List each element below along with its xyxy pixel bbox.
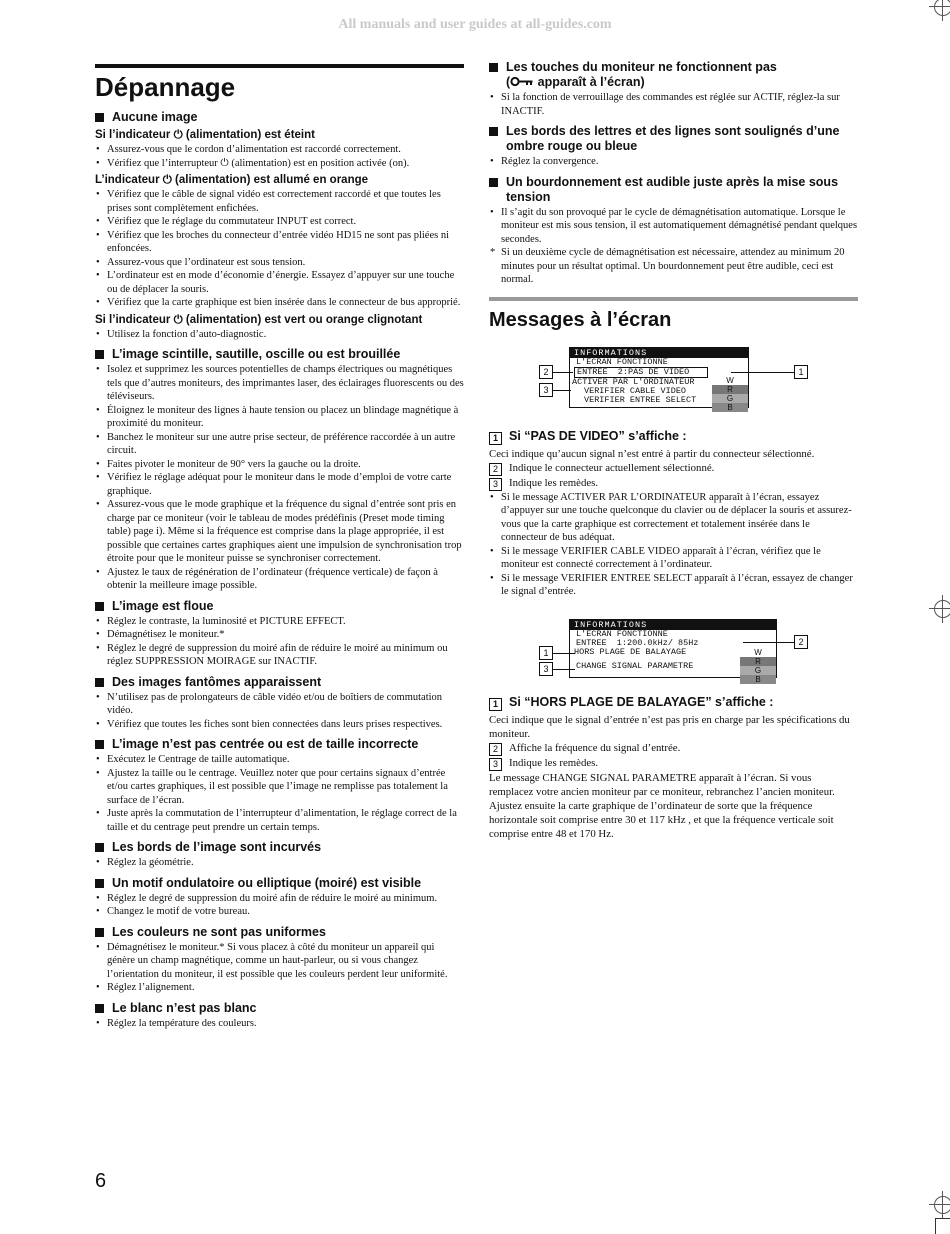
list-item: • Juste après la commutation de l’interrupteur d’alimentation, le réglage correct de la taille et du centrage peut prendre un certain temps. [95,807,464,834]
list-item: • Assurez-vous que l’ordinateur est sous tension. [95,256,464,270]
section-heading: Les couleurs ne sont pas uniformes [95,925,464,940]
list-item: • Vérifiez le réglage adéquat pour le moniteur dans le mode d’emploi de votre carte graphique. [95,471,464,498]
list-item: • Vérifiez que toutes les fiches sont bien connectées dans leurs prises respectives. [95,718,464,732]
subheading: L’indicateur ⏻ (alimentation) est allumé en orange [95,174,369,186]
bullet-list [489,491,858,599]
section-heading: Des images fantômes apparaissent [95,675,464,690]
message-heading: 1 Si “HORS PLAGE DE BALAYAGE” s’affiche : [489,695,858,711]
list-item: • Démagnétisez le moniteur.* [95,628,464,642]
callout-number: 1 [794,365,808,379]
crop-mark [935,1218,950,1234]
list-item: • Si le message ACTIVER PAR L’ORDINATEUR apparaît à l’écran, essayez d’appuyer sur une touche quelconque du clavier ou de déplacer la souris et assurez-vous que la carte graphique est correctement et totalement insérée dans le connecteur de bus adéquat. [489,491,858,545]
leader-line [553,390,571,391]
bullet-list [95,941,464,995]
osd-header: INFORMATIONS [570,620,776,630]
callout-number: 2 [539,365,553,379]
list-item: • Assurez-vous que le cordon d’alimentation est raccordé correctement. [95,143,464,157]
bullet-list [489,206,858,287]
footnote: * Si un deuxième cycle de démagnétisation est nécessaire, attendez au minimum 20 minutes pour un résultat optimal. Un bourdonnement peut être audible, ceci est normal. [489,246,858,287]
section-title: Messages à l’écran [489,308,672,331]
subheading: Si l’indicateur ⏻ (alimentation) est vert ou orange clignotant [95,313,423,326]
bullet-list [95,892,464,919]
osd-line: ENTREE 2:PAS DE VIDEO [574,367,708,378]
list-item: • Réglez la température des couleurs. [95,1017,464,1031]
osd-line: CHANGE SIGNAL PARAMETRE [576,660,694,671]
osd-header: INFORMATIONS [570,348,748,358]
color-bar-red: R [740,657,776,666]
color-bar-red: R [712,385,748,394]
list-item: • Réglez la géométrie. [95,856,464,870]
bullet-list [95,363,464,593]
osd-line: HORS PLAGE DE BALAYAGE [574,646,687,657]
leader-line [731,372,794,373]
bullet-list [95,856,464,870]
color-bar-white: W [740,648,776,657]
message-heading: 1 Si “PAS DE VIDEO” s’affiche : [489,429,858,445]
list-item: • Éloignez le moniteur des lignes à haute tension ou placez un blindage magnétique à proximité du moniteur. [95,404,464,431]
list-item: • Utilisez la fonction d’auto-diagnostic. [95,328,464,342]
section-heading: Aucune image [95,110,464,125]
key-icon [510,76,534,87]
list-item: • Changez le motif de votre bureau. [95,905,464,919]
section-heading: Un motif ondulatoire ou elliptique (moiré) est visible [95,876,464,891]
osd-line: ACTIVER PAR L'ORDINATEUR [572,376,695,387]
osd-line: ENTREE 1:200.0kHz/ 85Hz [576,637,699,648]
left-column [95,64,464,1030]
osd-screen [569,347,749,412]
osd-line: VERIFIER CABLE VIDEO [584,385,687,396]
right-column [489,60,858,841]
bullet-list [95,1017,464,1031]
leader-line [743,642,794,643]
list-item: • Si le message VERIFIER ENTREE SELECT apparaît à l’écran, essayez de changer le signal d’entrée. [489,572,858,599]
bullet-list [489,91,858,118]
bullet-list [95,143,464,170]
registration-mark-icon [934,600,950,618]
page-title: Dépannage [95,72,236,102]
numbered-line: 2 Indique le connecteur actuellement sélectionné. [489,461,858,476]
leader-line [553,372,573,373]
callout-number: 1 [539,646,553,660]
callout-number: 3 [539,383,553,397]
list-item: • Réglez le contraste, la luminosité et PICTURE EFFECT. [95,615,464,629]
bullet-list [95,753,464,834]
numbered-line: 2 Affiche la fréquence du signal d’entrée. [489,741,858,756]
paragraph: Le message CHANGE SIGNAL PARAMETRE apparaît à l’écran. Si vous remplacez votre ancien moniteur par ce moniteur, rebranchez l’ancien moniteur. Ajustez ensuite la carte graphique de l’ordinateur de sorte que la fréquence horizontale soit comprise entre 30 et 117 kHz , et que la fréquence verticale soit comprise entre 48 et 170 Hz. [489,771,835,840]
color-bars [740,648,776,684]
registration-mark-icon [934,1196,950,1214]
color-bar-blue: B [740,675,776,684]
bullet-list [489,155,858,169]
callout-number: 2 [794,635,808,649]
list-item: • Vérifiez que la carte graphique est bien insérée dans le connecteur de bus approprié. [95,296,464,310]
section-heading: Les bords de l’image sont incurvés [95,840,464,855]
osd-diagram [489,347,858,415]
list-item: • Réglez le degré de suppression du moiré afin de réduire le moiré au minimum ou réglez SUPPRESSION MOIRAGE sur INACTIF. [95,642,464,669]
color-bar-white: W [712,376,748,385]
list-item: • Vérifiez que l’interrupteur ⏻ (alimentation) est en position activée (on). [95,157,464,171]
bullet-list [95,691,464,732]
section-heading: L’image n’est pas centrée ou est de taille incorrecte [95,737,464,752]
list-item: • Réglez l’alignement. [95,981,464,995]
list-item: • Exécutez le Centrage de taille automatique. [95,753,464,767]
osd-line: VERIFIER ENTREE SELECT [584,394,697,405]
section-heading: Le blanc n’est pas blanc [95,1001,464,1016]
list-item: • Faites pivoter le moniteur de 90° vers la gauche ou la droite. [95,458,464,472]
section-heading: L’image est floue [95,599,464,614]
numbered-line: 3 Indique les remèdes. [489,476,858,491]
subheading: Si l’indicateur ⏻ (alimentation) est éteint [95,129,315,141]
list-item: • Si la fonction de verrouillage des commandes est réglée sur ACTIF, réglez-la sur INACTIF. [489,91,858,118]
paragraph: Ceci indique que le signal d’entrée n’est pas pris en charge par les spécifications du moniteur. [489,713,850,740]
osd-diagram [489,619,858,684]
bullet-list [95,188,464,310]
osd-line: L'ECRAN FONCTIONNE [576,628,668,639]
list-item: • Démagnétisez le moniteur.* Si vous placez à côté du moniteur un appareil qui génère un champ magnétique, comme un haut-parleur, ou si vous changez l’orientation du moniteur, il est possible que les couleurs perdent leur uniformité. [95,941,464,982]
section-heading: L’image scintille, sautille, oscille ou est brouillée [95,347,464,362]
osd-line: L'ECRAN FONCTIONNE [576,356,668,367]
watermark: All manuals and user guides at all-guides.com [338,17,612,32]
section-heading: Les bords des lettres et des lignes sont soulignés d’une ombre rouge ou bleue [489,124,858,154]
color-bars [712,376,748,412]
list-item: • Vérifiez que les broches du connecteur d’entrée vidéo HD15 ne sont pas pliées ni enfoncées. [95,229,464,256]
list-item: • Réglez le degré de suppression du moiré afin de réduire le moiré au minimum. [95,892,464,906]
section-heading: Les touches du moniteur ne fonctionnent pas ( apparaît à l’écran) [489,60,858,90]
registration-mark-icon [934,0,950,16]
list-item: • Il s’agit du son provoqué par le cycle de démagnétisation automatique. Lorsque le moniteur est mis sous tension, il est automatiquement démagnétisé pendant quelques secondes. [489,206,858,247]
color-bar-blue: B [712,403,748,412]
list-item: • Isolez et supprimez les sources potentielles de champs électriques ou magnétiques tels que d’autres moniteurs, des imprimantes laser, des éclairages fluorescents ou des téléviseurs. [95,363,464,404]
osd-screen [569,619,777,684]
list-item: • Ajustez la taille ou le centrage. Veuillez noter que pour certains signaux d’entrée et/ou cartes graphiques, il est possible que l’image ne remplisse pas totalement la surface de l’écran. [95,767,464,808]
list-item: • N’utilisez pas de prolongateurs de câble vidéo et/ou de boîtiers de commutation vidéo. [95,691,464,718]
numbered-line: 3 Indique les remèdes. [489,756,858,771]
bullet-list [95,615,464,669]
color-bar-green: G [740,666,776,675]
list-item: • Vérifiez que le câble de signal vidéo est correctement raccordé et que toutes les prises sont complètement enfichées. [95,188,464,215]
leader-line [553,653,575,654]
section-heading: Un bourdonnement est audible juste après la mise sous tension [489,175,858,205]
paragraph: Ceci indique qu’aucun signal n’est entré à partir du connecteur sélectionné. [489,447,815,460]
list-item: • Si le message VERIFIER CABLE VIDEO apparaît à l’écran, vérifiez que le moniteur est connecté correctement à l’ordinateur. [489,545,858,572]
color-bar-green: G [712,394,748,403]
bullet-list [95,328,464,342]
leader-line [553,669,575,670]
list-item: • Réglez la convergence. [489,155,858,169]
list-item: • L’ordinateur est en mode d’économie d’énergie. Essayez d’appuyer sur une touche ou de déplacer la souris. [95,269,464,296]
callout-number: 3 [539,662,553,676]
list-item: • Vérifiez que le réglage du commutateur INPUT est correct. [95,215,464,229]
title-rule [489,297,858,301]
list-item: • Banchez le moniteur sur une autre prise secteur, de préférence raccordée à un autre circuit. [95,431,464,458]
page-number: 6 [95,1170,107,1192]
list-item: • Assurez-vous que le mode graphique et la fréquence du signal d’entrée sont pris en charge par ce moniteur (voir le tableau de modes prédéfinis (Preset mode timing table) page i). Même si la fréquence est comprise dans la plage appropriée, il est possible que certaines cartes graphiques aient une impulsion de synchronisation trop étroite pour que le moniteur puisse se synchroniser correctement. [95,498,464,566]
list-item: • Ajustez le taux de régénération de l’ordinateur (fréquence verticale) de façon à obtenir la meilleure image possible. [95,566,464,593]
title-rule [95,64,464,68]
